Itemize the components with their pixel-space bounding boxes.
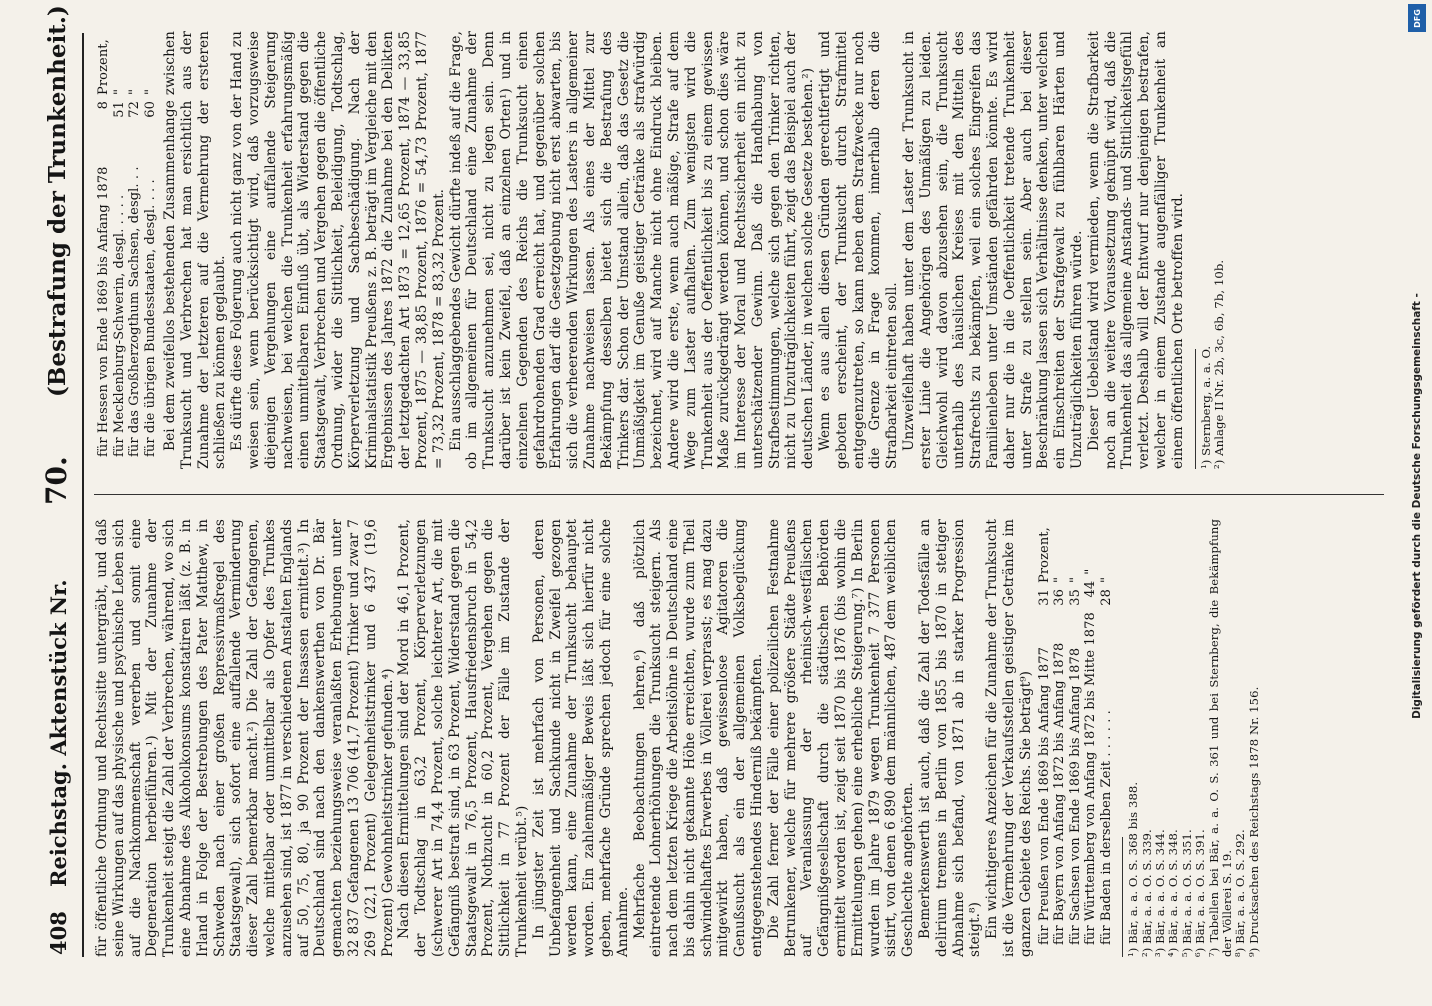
paragraph: Wenn es aus allen diesen Gründen gerechtfertigt und geboten erscheint, der Trunksucht durch Strafmittel entgegenzutreten, so kann neben dem Strafzwecke nur noch die Grenze in Frage kommen, innerhalb deren die Strafbarkeit eintreten soll.: [817, 31, 901, 469]
footnote: ⁷) Tabellen bei Bär, a. a. O. S. 361 und bei Sternberg, die Bekämpfung der Völlerei S. 19.: [1206, 519, 1234, 957]
header-left: Reichstag. Aktenstück Nr.: [46, 579, 71, 887]
footnote: ³) Bär, a. a. O. S. 344.: [1152, 829, 1167, 957]
footnote: ⁹) Drucksachen des Reichstags 1878 Nr. 156.: [1246, 686, 1261, 957]
page-frame: [38, 5, 1396, 957]
dfg-logo: DFG: [1408, 4, 1426, 32]
page-number: 408: [46, 911, 71, 955]
stat-row: für Sachsen von Ende 1869 bis Anfang 1878 35 ": [1067, 576, 1083, 945]
dfg-side-strip: [1402, 0, 1432, 1000]
stat-row: für das Großherzogthum Sachsen, desgl. . . 72 ": [127, 88, 142, 457]
right-column: [94, 31, 1396, 469]
rotated-page: [26, 5, 1406, 975]
footnote-rule: [1122, 837, 1123, 957]
header-rule: [82, 33, 84, 957]
paragraph: Unzweifelhaft haben unter dem Laster der Trunksucht in erster Linie die Angehörigen des Unmäßigen zu leiden. Gleichwohl wird davon abzusehen sein, die Trunksucht unterhalb des häuslichen Kreises mit den Mitteln des Strafrechts zu bekämpfen, weil ein solches Eingreifen das Familienleben unter Umständen gefährden könnte. Es wird daher nur die in die Oeffentlichkeit tretende Trunkenheit unter Strafe zu stellen sein. Aber auch bei dieser Beschränkung lassen sich Verhältnisse denken, unter welchen ein Einschreiten der Strafgewalt zu fühlbaren Härten und Unzuträglichkeiten führen würde.: [901, 31, 1086, 469]
statistics-list: [96, 31, 158, 457]
footnote: ¹) Sternberg, a. a. O.: [1198, 345, 1213, 469]
paragraph: Die Zahl ferner der Fälle einer polizeilichen Festnahme Betrunkener, welche für mehrere größere Städte Preußens auf Veranlassung der rheinisch-westfälischen Gefängnißgesellschaft durch die städtischen Behörden ermittelt worden ist, zeigt seit 1870 bis 1876 (bis wohin die Ermittelungen gehen) eine erhebliche Steigerung.⁷) In Berlin wurden im Jahre 1879 wegen Trunkenheit 7 377 Personen sistirt, von denen 6 890 dem männlichen, 487 dem weiblichen Geschlechte angehörten.: [765, 519, 917, 957]
left-column: [94, 519, 1396, 957]
footnote: ⁶) Bär, a. a. O. S. 391.: [1193, 829, 1208, 957]
stat-row: für Baden in derselben Zeit . . . . . . 28 ": [1098, 576, 1114, 945]
dfg-credit-text: Digitalisierung gefördert durch die Deutsche Forschungsgemeinschaft -: [1411, 293, 1423, 719]
stat-row: für die übrigen Bundesstaaten, desgl. . . . 60 ": [142, 88, 158, 457]
footnote: ¹) Bär, a. a. O. S. 368 bis 388.: [1126, 781, 1141, 957]
footnote-rule: [1195, 349, 1196, 469]
footnotes: [1127, 519, 1261, 957]
paragraph: Mehrfache Beobachtungen lehren,⁶) daß plötzlich eintretende Lohnerhöhungen die Trunksucht steigern. Als nach dem letzten Kriege die Arbeitslöhne in Deutschland eine bis dahin nicht gekannte Höhe erreichten, wurde zum Theil schwindelhaftes Erwerbes in Völlerei verprasst; es mag dazu mitgewirkt haben, daß gewissenlose Agitatoren die Genußsucht als ein der allgemeinen Volksbeglückung entgegenstehendes Hinderniß bekämpften.: [631, 519, 766, 957]
stat-row: für Württemberg von Anfang 1872 bis Mitte 1878 44 ": [1083, 568, 1099, 945]
header-title: (Bestrafung der Trunkenheit.): [44, 5, 71, 397]
footnote: ²) Anlage II Nr. 2b, 3c, 6b, 7b, 10b.: [1212, 259, 1227, 469]
paragraph: Bei dem zweifellos bestehenden Zusammenhange zwischen Trunksucht und Verbrechen hat man ersichtlich aus der Zunahme der letzteren auf die Vermehrung der ersteren schließen zu können geglaubt.: [162, 31, 229, 469]
paragraph: Bemerkenswerth ist auch, daß die Zahl der Todesfälle an delirium tremens in Berlin von 1855 bis 1870 in stetiger Abnahme sich befand, von 1871 ab in starker Progression steigt.⁸): [917, 519, 984, 957]
stat-row: für Preußen von Ende 1869 bis Anfang 1877 31 Prozent,: [1036, 527, 1052, 945]
document-number: 70.: [40, 456, 73, 505]
paragraph: In jüngster Zeit ist mehrfach von Personen, deren Unbefangenheit und Sachkunde nicht in Zweifel gezogen werden kann, eine Zunahme der Trunksucht behauptet worden. Ein zahlenmäßiger Beweis läßt sich hierfür nicht geben, mehrfache Gründe sprechen jedoch für eine solche Annahme.: [530, 519, 631, 957]
stat-row: für Hessen von Ende 1869 bis Anfang 1878 8 Prozent,: [96, 39, 111, 457]
stat-row: für Mecklenburg-Schwerin, desgl. . . . . 51 ": [111, 88, 127, 457]
footnote: ⁴) Bär, a. a. O. S. 348.: [1166, 829, 1181, 957]
footnote: ⁸) Bär, a. a. O. S. 292.: [1233, 829, 1248, 957]
paragraph: für öffentliche Ordnung und Rechtssitte untergräbt, und daß seine Wirkungen auf das physische und psychische Leben sich auf die Nachkommenschaft vererben und somit eine Degeneration herbeiführen.¹) Mit der Zunahme der Trunkenheit steigt die Zahl der Verbrechen, während, wo sich eine Abnahme des Alkoholkonsums konstatiren läßt (z. B. in Irland in Folge der Bestrebungen des Pater Matthew, in Schweden nach einer großen Repressivmaßregel des Staatsgewalt), sich sofort eine auffallende Verminderung dieser Zahl bemerkbar macht.²) Die Zahl der Gefangenen, welche mittelbar oder unmittelbar als Opfer des Trunkes anzusehen sind, ist 1877 in verschiedenen Anstalten Englands auf 50, 75, 80, ja 90 Prozent der Insassen ermittelt.³) In Deutschland sind nach den dankenswerthen von Dr. Bär gemachten beziehungsweise veranlaßten Erhebungen unter 32 837 Gefangenen 13 706 (41,7 Prozent) Trinker und zwar 7 269 (22,1 Prozent) Gelegenheitstrinker und 6 437 (19,6 Prozent) Gewohnheitstrinker gefunden.⁴): [94, 519, 396, 957]
statistics-list: [1037, 519, 1115, 945]
column-divider: [94, 494, 1384, 495]
paragraph: Ein ausschlaggebendes Gewicht dürfte indeß auf die Frage, ob im allgemeinen für Deutschland eine Zunahme der Trunksucht anzunehmen sei, nicht zu legen sein. Denn darüber ist kein Zweifel, daß an einzelnen Orten¹) und in einzelnen Gegenden des Reichs die Trunksucht einen gefahrdrohenden Grad erreicht hat, und gegenüber solchen Erfahrungen darf die Gesetzgebung nicht erst abwarten, bis sich die verheerenden Wirkungen des Lasters in allgemeiner Zunahme nachweisen lassen. Als eines der Mittel zur Bekämpfung desselben bietet sich die Bestrafung des Trinkers dar. Schon der Umstand allein, daß das Gesetz die Unmäßigkeit im Genuße geistiger Getränke als strafwürdig bezeichnet, wird auf Manche nicht ohne Eindruck bleiben. Andere wird die erste, wenn auch mäßige, Strafe auf dem Wege zum Laster aufhalten. Zum wenigsten wird die Trunkenheit aus der Oeffentlichkeit bis zu einem gewissen Maße zurückgedrängt werden können, und schon dies wäre im Interesse der Moral und Rechtssicherheit ein nicht zu unterschätzender Gewinn. Daß die Handhabung von Strafbestimmungen, welche sich gegen den Trinker richten, nicht zu Unzuträglichkeiten führt, zeigt das Beispiel auch der deutschen Länder, in welchen solche Gesetze bestehen.²): [447, 31, 817, 469]
paragraph: Ein wichtigeres Anzeichen für die Zunahme der Trunksucht ist die Vermehrung der Verkaufsstellen geistiger Getränke im ganzen Gebiete des Reichs. Sie beträgt⁹): [984, 519, 1034, 957]
footnote: ⁵) Bär, a. a. O. S. 351.: [1179, 829, 1194, 957]
running-header: [38, 5, 82, 957]
stat-row: für Bayern von Anfang 1872 bis Anfang 1878 36 ": [1052, 576, 1068, 945]
paragraph: Dieser Uebelstand wird vermieden, wenn die Strafbarkeit noch an die weitere Voraussetzung geknüpft wird, daß die Trunkenheit das allgemeine Anstands- und Sittlichkeitsgefühl verletzt. Deshalb will der Entwurf nur denjenigen bestrafen, welcher in einem Zustande augenfälliger Trunkenheit an einem öffentlichen Orte betroffen wird.: [1085, 31, 1186, 469]
paragraph: Nach diesen Ermittelungen sind der Mord in 46,1 Prozent, der Todtschlag in 63,2 Prozent, Körperverletzungen (schwerer Art in 74,4 Prozent, solche leichterer Art, die mit Gefängniß bestraft sind, in 63 Prozent, Widerstand gegen die Staatsgewalt in 76,5 Prozent, Hausfriedensbruch in 54,2 Prozent, Nothzucht in 60,2 Prozent, Vergehen gegen die Sittlichkeit in 77 Prozent der Fälle im Zustande der Trunkenheit verübt.⁵): [396, 519, 530, 957]
footnote: ²) Bär, a. a. O. S. 339.: [1139, 829, 1154, 957]
footnotes: [1200, 31, 1227, 469]
paragraph: Es dürfte diese Folgerung auch nicht ganz von der Hand zu weisen sein, wenn berücksichtigt wird, daß vorzugsweise diejenigen Vergehungen eine auffallende Steigerung nachweisen, bei welchen die Trunkenheit erfahrungsmäßig einen unmittelbaren Einfluß übt, als Widerstand gegen die Staatsgewalt, Verbrechen und Vergehen gegen die öffentliche Ordnung, wider die Sittlichkeit, Beleidigung, Todtschlag, Körperverletzung und Sachbeschädigung. Nach der Kriminalstatistik Preußens z. B. beträgt im Vergleiche mit den Ergebnissen des Jahres 1872 die Zunahme bei den Delikten der letztgedachten Art 1873 = 12,65 Prozent, 1874 — 33,85 Prozent, 1875 — 38,85 Prozent, 1876 = 54,73 Prozent, 1877 = 73,32 Prozent, 1878 = 83,32 Prozent.: [229, 31, 447, 469]
